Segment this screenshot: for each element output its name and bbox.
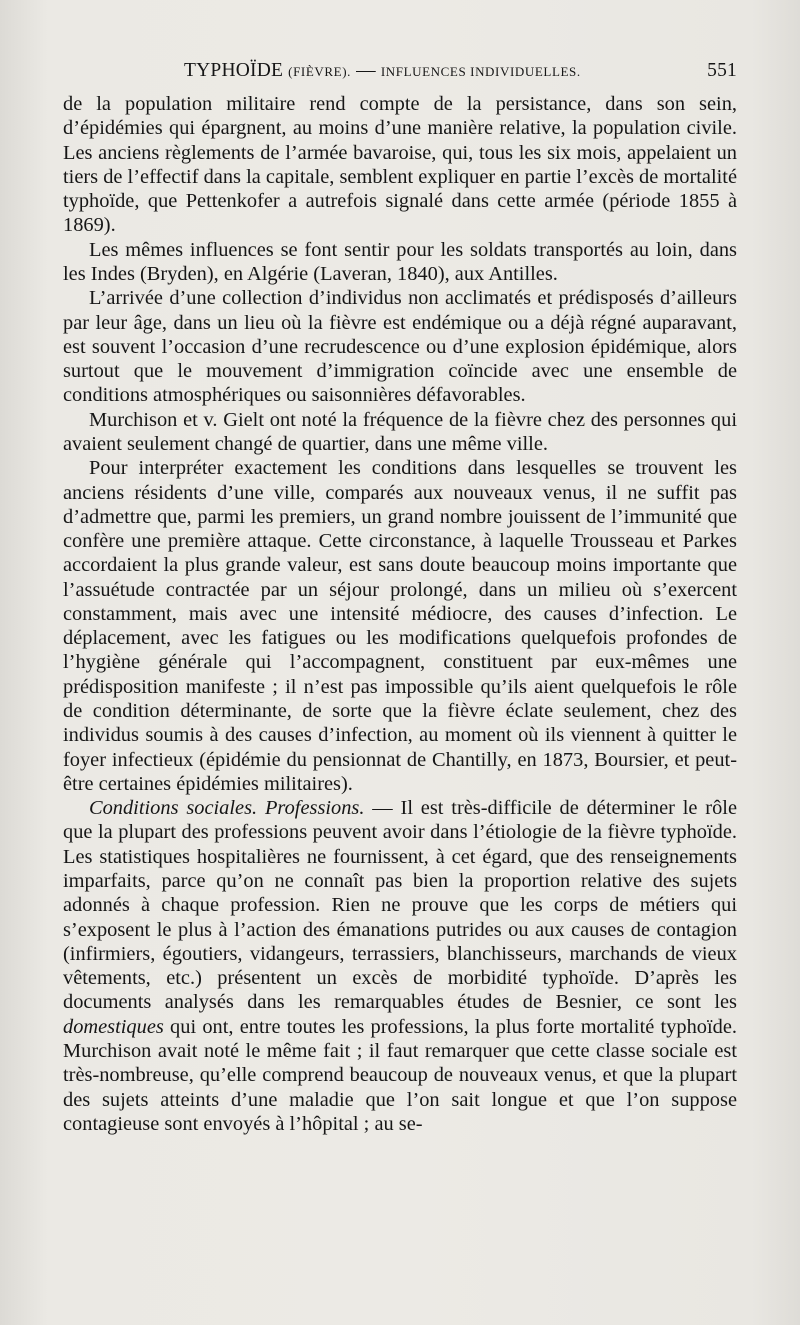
paragraph-continuation: de la population militaire rend compte de la persistance, dans son sein, d’épidémies qui épargnent, au moins d’une manière relative, la population civile. Les anciens règlements de l’armée bavaroise, qui, tous les six mois, appelaient un tiers de l’effectif dans la capitale, semblent expliquer en partie l’excès de mortalité typhoïde, que Pettenkofer a autrefois signalé dans cette armée (période 1855 à 1869). (63, 93, 737, 237)
running-header (64, 58, 737, 84)
page-number: 551 (707, 60, 737, 81)
paragraph-text-end: qui ont, entre toutes les professions, la plus forte mortalité typhoïde. Murchison avait noté le même fait ; il faut remarquer que cette classe sociale est très-nombreuse, qu’elle comprend beaucoup de nouveaux venus, et que la plupart des sujets atteints d’une maladie que l’on sait longue et que l’on suppose contagieuse sont envoyés à l’hôpital ; au se- (63, 1015, 737, 1135)
paragraph-murchison: Murchison et v. Gielt ont noté la fréquence de la fièvre chez des personnes qui avaient seulement changé de quartier, dans une même ville. (63, 408, 737, 455)
header-title-main: TYPHOÏDE (184, 60, 284, 81)
paragraph-conditions-sociales (63, 796, 737, 1136)
header-title (184, 58, 581, 85)
body-text (63, 92, 737, 1136)
header-title-dash: — (356, 60, 376, 81)
paragraph-interpreter: Pour interpréter exactement les conditions dans lesquelles se trouvent les anciens résidents d’une ville, comparés aux nouveaux venus, il ne suffit pas d’admettre que, parmi les premiers, un grand nombre jouissent de l’immunité que confère une première attaque. Cette circonstance, à laquelle Trousseau et Parkes accordaient la plus grande valeur, est sans doute beaucoup moins importante que l’assuétude contractée par un séjour prolongé, dans un milieu où s’exercent constamment, mais avec une intensité médiocre, des causes d’infection. Le déplacement, avec les fatigues ou les modifications quelquefois profondes de l’hygiène générale qui l’accompagnent, constituent par eux-mêmes une prédisposition manifeste ; il n’est pas impossible qu’ils aient quelquefois le rôle de condition déterminante, de sorte que la fièvre éclate seulement, chez des individus soumis à des causes d’infection, au moment où ils viennent à quitter le foyer infectieux (épidémie du pensionnat de Chantilly, en 1873, Boursier, et peut-être certaines épidémies militaires). (63, 457, 737, 795)
paragraph-arrivee: L’arrivée d’une collection d’individus non acclimatés et prédisposés d’ailleurs par leur âge, dans un lieu où la fièvre est endémique ou a déjà régné auparavant, est souvent l’occasion d’une recrudescence ou d’une explosion épidémique, alors surtout que le mouvement d’immigration coïncide avec une ensemble de conditions atmosphériques ou saisonnières défavorables. (63, 287, 737, 407)
section-heading-italic: Conditions sociales. Professions. (89, 797, 365, 820)
paragraph-text: — Il est très-difficile de déterminer le rôle que la plupart des professions peuvent avoir dans l’étiologie de la fièvre typhoïde. Les statistiques hospitalières ne fournissent, à cet égard, que des renseignements imparfaits, parce qu’on ne connaît pas bien la proportion relative des sujets adonnés à chaque profession. Rien ne prouve que les corps de métiers qui s’exposent le plus à l’action des émanations putrides ou aux causes de contagion (infirmiers, égoutiers, vidangeurs, terrassiers, blanchisseurs, marchands de vieux vêtements, etc.) présentent un excès de morbidité typhoïde. D’après les documents analysés dans les remarquables études de Besnier, ce sont les (63, 797, 737, 1014)
paragraph-soldats: Les mêmes influences se font sentir pour les soldats transportés au loin, dans les Indes (Bryden), en Algérie (Laveran, 1840), aux Antilles. (63, 238, 737, 285)
header-section-name: INFLUENCES INDIVIDUELLES. (380, 64, 581, 79)
header-title-paren: (FIÈVRE). (288, 64, 351, 79)
italic-term: domestiques (63, 1015, 164, 1038)
